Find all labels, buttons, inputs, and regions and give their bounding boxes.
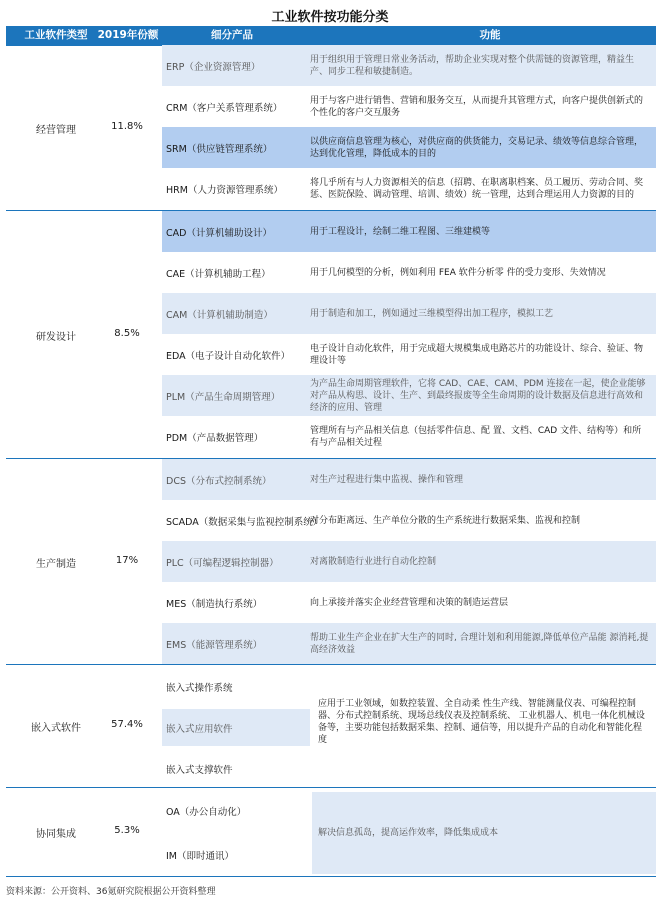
category-share: 8.5% [114, 327, 140, 339]
function-desc: 解决信息孤岛，提高运作效率，降低集成成本 [318, 828, 499, 838]
category-name: 协同集成 [36, 829, 76, 840]
product-name: PLM（产品生命周期管理） [166, 391, 281, 403]
category-name: 研发设计 [36, 331, 76, 343]
function-desc: 帮助工业生产企业在扩大生产的同时, 合理计划和利用能源,降低单位产品能 源消耗,提高经济效益 [310, 632, 649, 655]
function-desc: 对离散制造行业进行自动化控制 [310, 556, 437, 567]
table-row [162, 168, 656, 210]
table-row [162, 45, 656, 86]
category-name: 嵌入式软件 [31, 723, 81, 734]
function-desc: 向上承接并落实企业经营管理和决策的制造运营层 [310, 597, 509, 608]
category-name: 生产制造 [36, 558, 76, 570]
table-row [162, 582, 656, 623]
source-note: 资料来源：公开资料、36氪研究院根据公开资料整理 [6, 887, 216, 897]
product-name: EMS（能源管理系统） [166, 639, 263, 651]
function-desc: 管理所有与产品相关信息（包括零件信息、配 置、文档、CAD 文件、结构等）和所有与产品相关过程 [310, 426, 642, 448]
product-name: IM（即时通讯） [166, 850, 234, 862]
category-divider [6, 787, 656, 788]
header-function: 功能 [479, 29, 501, 41]
table-row [162, 500, 656, 541]
table-row [162, 252, 656, 293]
product-name: ERP（企业资源管理） [166, 61, 261, 73]
shared-function-cell [312, 670, 656, 787]
function-desc: 用于几何模型的分析，例如利用 FEA 软件分析零 件的受力变形、失效情况 [310, 267, 606, 278]
product-name: OA（办公自动化） [166, 807, 247, 818]
category-divider [6, 876, 656, 877]
table-row [162, 459, 656, 500]
product-name: DCS（分布式控制系统） [166, 475, 272, 487]
function-desc: 将几乎所有与人力资源相关的信息（招聘、在职离职档案、员工履历、劳动合同、奖惩、医院保险、调动管理、培训、绩效）统一管理，达到合理运用人力资源的目的 [310, 178, 644, 200]
function-desc: 为产品生命周期管理软件，它将 CAD、CAE、CAM、PDM 连接在一起，使企业能够对产品从构思、设计、生产、到最终报废等全生命周期的设计数据及信息进行高效和经济的应用、管理 [310, 378, 646, 413]
product-name: MES（制造执行系统） [166, 598, 263, 610]
header-type: 工业软件类型 [24, 29, 88, 41]
product-name: 嵌入式支撑软件 [166, 764, 233, 776]
category-share: 17% [115, 554, 139, 566]
product-name: CAD（计算机辅助设计） [166, 227, 272, 239]
product-name: EDA（电子设计自动化软件） [166, 350, 291, 362]
header-share: 2019年份额 [97, 29, 159, 41]
table-row [162, 541, 656, 582]
function-desc: 用于组织用于管理日常业务活动，帮助企业实现对整个供需链的资源管理，精益生产、同步工程和敏捷制造。 [310, 54, 635, 77]
function-desc: 用于工程设计，绘制二维工程图、三维建模等 [310, 226, 491, 237]
function-desc: 用于制造和加工，例如通过三维模型得出加工程序，模拟工艺 [310, 308, 554, 319]
product-name: CAE（计算机辅助工程） [166, 268, 271, 280]
product-name: 嵌入式应用软件 [166, 723, 233, 735]
function-desc: 电子设计自动化软件，用于完成超大规模集成电路芯片的功能设计、综合、验证、物理设计等 [310, 343, 644, 366]
page-title: 工业软件按功能分类 [271, 10, 389, 25]
table-row [162, 375, 656, 416]
table-row [162, 127, 656, 168]
function-desc: 对分布距离远、生产单位分散的生产系统进行数据采集、监视和控制 [310, 515, 581, 526]
table-row [162, 623, 656, 664]
product-name: PLC（可编程逻辑控制器） [166, 557, 279, 569]
function-desc: 应用于工业领域，如数控装置、全自动柔 性生产线、智能测量仪表、可编程控制器、分布式控制系统、现场总线仪表及控制系统、 工业机器人、机电一体化机械设备等，主要功能包括数据采集、控制、通信等，用以提升产品的自动化和智能化程度 [318, 699, 645, 745]
product-name: SRM（供应链管理系统） [166, 143, 273, 155]
product-name: PDM（产品数据管理） [166, 433, 264, 444]
table-row [162, 86, 656, 127]
product-name: 嵌入式操作系统 [166, 683, 233, 694]
category-share: 11.8% [111, 120, 143, 132]
function-desc: 以供应商信息管理为核心，对供应商的供货能力，交易记录、绩效等信息综合管理，达到优化管理，降低成本的目的 [310, 136, 644, 159]
header-product: 细分产品 [211, 29, 253, 41]
function-desc: 用于与客户进行销售、营销和服务交互，从而提升其管理方式，向客户提供创新式的个性化的客户交互服务 [310, 95, 644, 118]
table-row [162, 416, 656, 458]
category-share: 5.3% [114, 825, 140, 836]
function-desc: 对生产过程进行集中监视、操作和管理 [310, 474, 464, 485]
product-name: CRM（客户关系管理系统） [166, 102, 283, 114]
table-row [162, 211, 656, 252]
product-name: SCADA（数据采集与监视控制系统） [166, 516, 323, 528]
table-row [162, 334, 656, 375]
shared-function-cell [312, 792, 656, 874]
product-name: HRM（人力资源管理系统） [166, 185, 283, 196]
category-name: 经营管理 [36, 124, 76, 136]
table-row [162, 293, 656, 334]
product-name: CAM（计算机辅助制造） [166, 309, 273, 321]
category-share: 57.4% [111, 719, 143, 730]
category-divider [6, 664, 656, 665]
